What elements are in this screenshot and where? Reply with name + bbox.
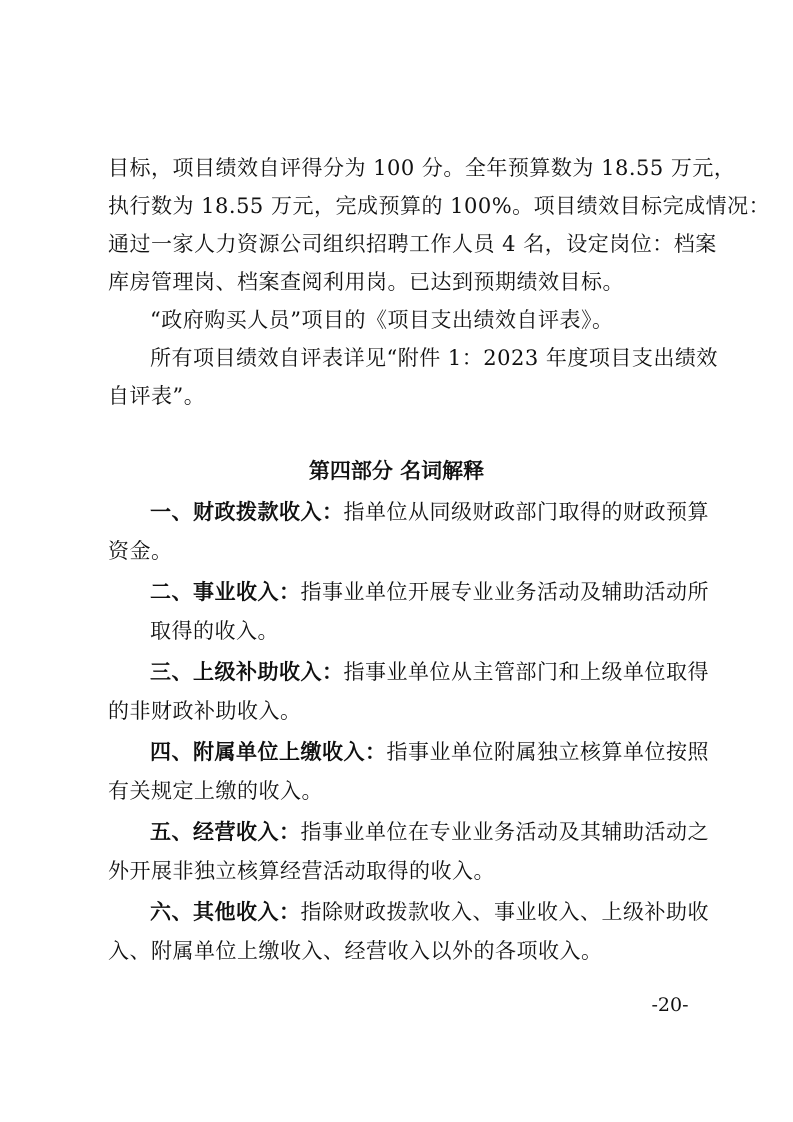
page-number: -20- xyxy=(651,994,689,1016)
definition-line xyxy=(150,737,736,767)
definition-term: 一、财政拨款收入： xyxy=(150,499,344,524)
definition-continuation: 取得的收入。 xyxy=(150,619,279,643)
definition-continuation: 的非财政补助收入。 xyxy=(108,699,302,723)
definition-line xyxy=(150,817,736,847)
appendix-reference-line-1: 所有项目绩效自评表详见“附件 1：2023 年度项目支出绩效 xyxy=(150,346,718,370)
definition-text: 指单位从同级财政部门取得的财政预算 xyxy=(343,500,709,524)
definition-line xyxy=(150,497,736,527)
definition-continuation: 外开展非独立核算经营活动取得的收入。 xyxy=(108,859,495,883)
body-text-line: 目标，项目绩效自评得分为 100 分。全年预算数为 18.55 万元， xyxy=(108,156,736,180)
definition-continuation: 入、附属单位上缴收入、经营收入以外的各项收入。 xyxy=(108,939,603,963)
appendix-reference-line-2: 自评表”。 xyxy=(108,384,206,408)
definition-line xyxy=(150,577,736,607)
body-text-line: 通过一家人力资源公司组织招聘工作人员 4 名，设定岗位：档案 xyxy=(108,232,717,256)
definition-text: 指事业单位从主管部门和上级单位取得 xyxy=(343,660,709,684)
body-text-line: 执行数为 18.55 万元，完成预算的 100%。项目绩效目标完成情况： xyxy=(108,194,771,218)
definition-text: 指除财政拨款收入、事业收入、上级补助收 xyxy=(300,900,709,924)
definition-term: 二、事业收入： xyxy=(150,579,301,604)
section-title: 第四部分 名词解释 xyxy=(308,459,485,483)
definition-line xyxy=(150,657,736,687)
definition-term: 三、上级补助收入： xyxy=(150,659,344,684)
definition-line xyxy=(150,897,736,927)
definition-term: 五、经营收入： xyxy=(150,819,301,844)
definition-continuation: 资金。 xyxy=(108,539,173,563)
definition-continuation: 有关规定上缴的收入。 xyxy=(108,779,323,803)
body-text-line: 库房管理岗、档案查阅利用岗。已达到预期绩效目标。 xyxy=(108,270,624,294)
definition-text: 指事业单位在专业业务活动及其辅助活动之 xyxy=(300,820,709,844)
definition-text: 指事业单位开展专业业务活动及辅助活动所 xyxy=(300,580,709,604)
definition-term: 六、其他收入： xyxy=(150,899,301,924)
table-reference-text: “政府购买人员”项目的《项目支出绩效自评表》。 xyxy=(150,308,614,332)
definition-term: 四、附属单位上缴收入： xyxy=(150,739,387,764)
definition-text: 指事业单位附属独立核算单位按照 xyxy=(386,740,709,764)
